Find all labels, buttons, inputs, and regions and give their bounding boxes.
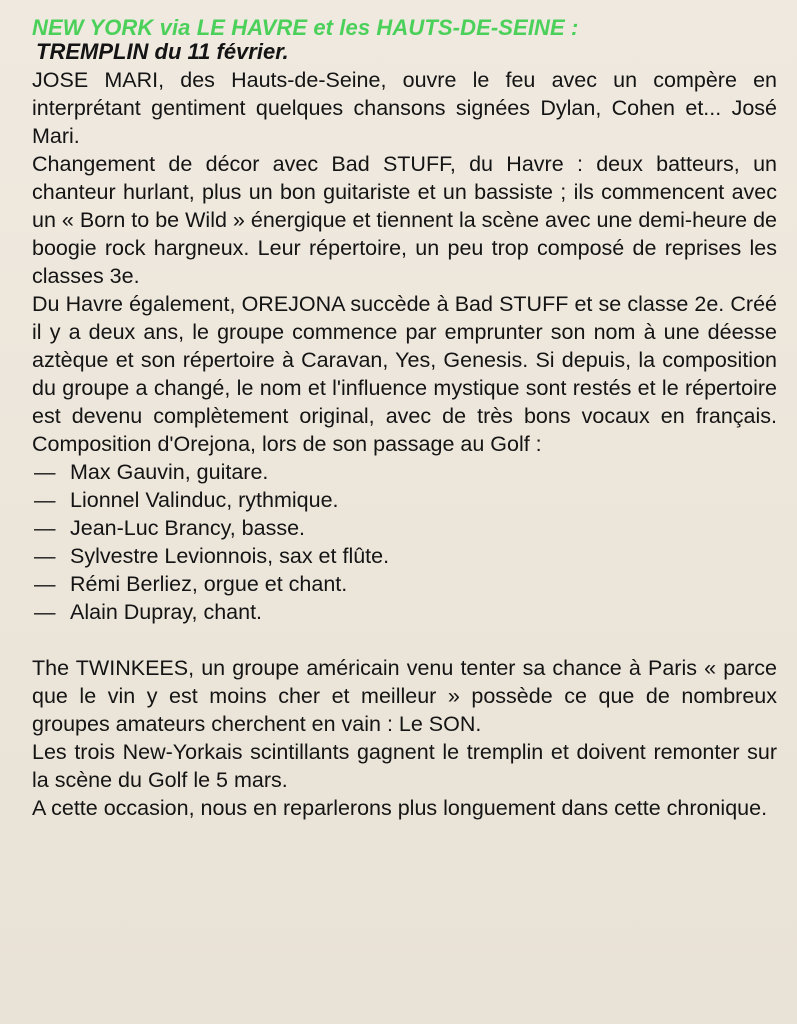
list-item [32,598,777,626]
paragraph-closing: A cette occasion, nous en reparlerons plus longuement dans cette chronique. [32,796,768,820]
article-subhead: TREMPLIN du 11 février. [36,39,289,64]
dash-marker: — [34,488,56,512]
paragraph-winners: Les trois New-Yorkais scintillants gagnent le tremplin et doivent remonter sur la scène du Golf le 5 mars. [32,740,777,792]
paragraph-twinkees: The TWINKEES, un groupe américain venu tenter sa chance à Paris « parce que le vin y est moins cher et meilleur » possède ce que de nombreux groupes amateurs cherchent en vain : Le SON. [32,656,777,736]
article-column [32,16,777,822]
member-name: Sylvestre Levionnois, sax et flûte. [70,544,390,568]
dash-marker: — [34,572,56,596]
article-body [32,66,777,822]
dash-marker: — [34,516,56,540]
paragraph-spacer [32,626,777,654]
paragraph-bad-stuff: Changement de décor avec Bad STUFF, du Havre : deux batteurs, un chanteur hurlant, plus un bon guitariste et un bassiste ; ils commencent avec un « Born to be Wild » énergique et tiennent la scène avec une demi-heure de boogie rock hargneux. Leur répertoire, un peu trop composé de reprises les classes 3e. [32,152,777,288]
article-headline: NEW YORK via LE HAVRE et les HAUTS-DE-SEINE : [32,15,579,40]
member-name: Jean-Luc Brancy, basse. [70,516,306,540]
list-item [32,486,777,514]
list-item [32,514,777,542]
member-name: Max Gauvin, guitare. [70,460,269,484]
paragraph-orejona: Du Havre également, OREJONA succède à Bad STUFF et se classe 2e. Créé il y a deux ans, le groupe commence par emprunter son nom à une déesse aztèque et son répertoire à Caravan, Yes, Genesis. Si depuis, la composition du groupe a changé, le nom et l'influence mystique sont restés et le répertoire est devenu complètement original, avec de très bons vocaux en français. Composition d'Orejona, lors de son passage au Golf : [32,292,777,456]
paragraph-jose-mari: JOSE MARI, des Hauts-de-Seine, ouvre le feu avec un compère en interprétant gentiment quelques chansons signées Dylan, Cohen et... José Mari. [32,68,777,148]
dash-marker: — [34,544,56,568]
dash-marker: — [34,600,56,624]
member-name: Alain Dupray, chant. [70,600,263,624]
list-item [32,570,777,598]
dash-marker: — [34,460,56,484]
member-name: Lionnel Valinduc, rythmique. [70,488,339,512]
list-item [32,542,777,570]
member-name: Rémi Berliez, orgue et chant. [70,572,348,596]
list-item [32,458,777,486]
orejona-lineup-list [32,458,777,626]
